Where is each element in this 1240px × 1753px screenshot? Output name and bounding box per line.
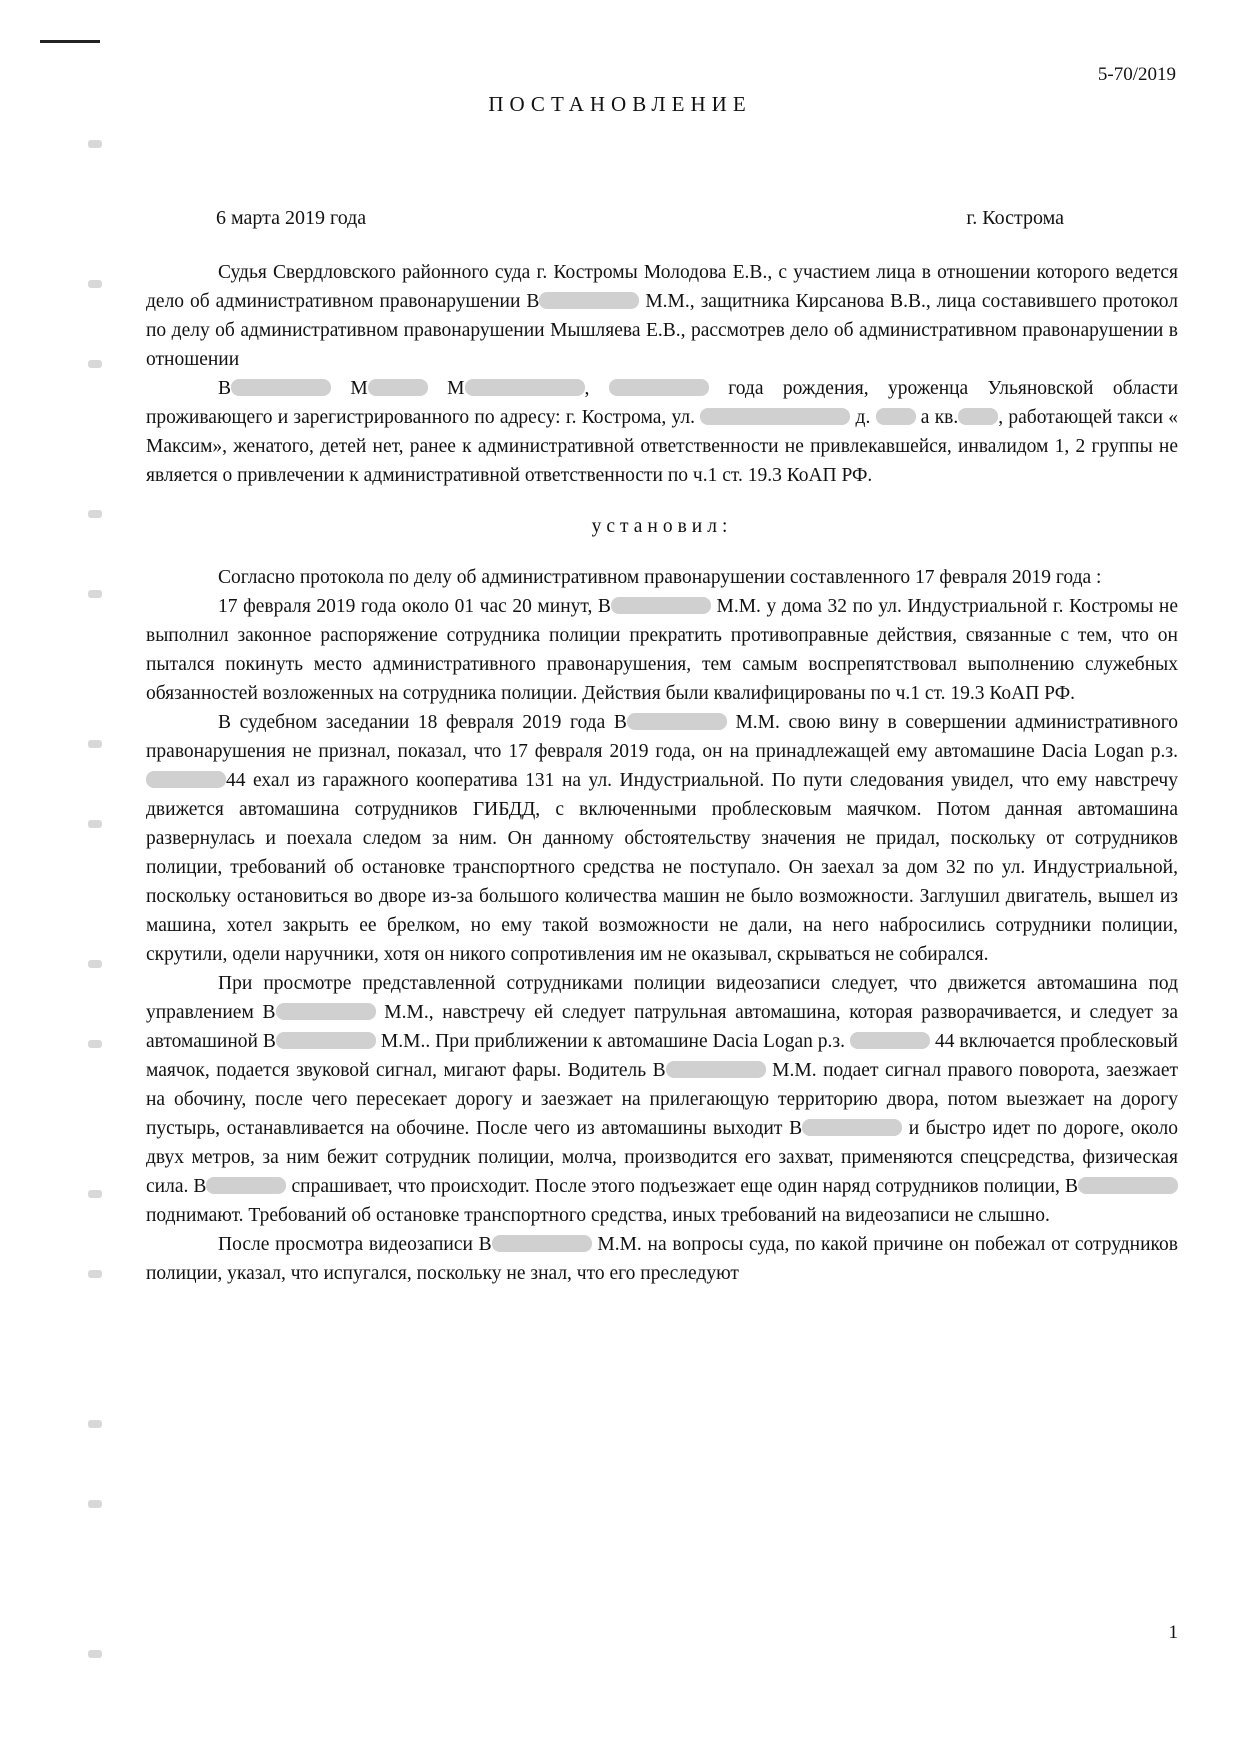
redaction [146, 771, 226, 788]
scan-margin-mark [88, 510, 102, 518]
redaction [539, 292, 639, 309]
scan-corner-mark [40, 40, 100, 57]
redaction [611, 597, 711, 614]
scan-margin-mark [88, 140, 102, 148]
redaction [465, 379, 585, 396]
scan-margin-mark [88, 1190, 102, 1198]
redaction [958, 408, 998, 425]
scan-margin-mark [88, 1500, 102, 1508]
scan-margin-mark [88, 1420, 102, 1428]
paragraph-video: При просмотре представленной сотрудниками полиции видеозаписи следует, что движется автомашина под управлением В М.М., навстречу ей следует патрульная автомашина, которая разворачивается, и следует за автомашиной В М.М.. При приближении к автомашине Dacia Logan р.з. 44 включается проблесковый маячок, подается звуковой сигнал, мигают фары. Водитель В М.М. подает сигнал правого поворота, заезжает на обочину, после чего пересекает дорогу и заезжает на прилегающую территорию двора, потом выезжает на дорогу пустырь, останавливается на обочине. После чего из автомашины выходит В и быстро идет по дороге, около двух метров, за ним бежит сотрудник полиции, молча, производится его захват, применяются спецсредства, физическая сила. В спрашивает, что происходит. После этого подъезжает еще один наряд сотрудников полиции, В поднимают. Требований об остановке транспортного средства, иных требований на видеозаписи не слышно. [146, 973, 1178, 1226]
paragraph-protocol: Согласно протокола по делу об административном правонарушении составленного 17 февраля 2019 года : [218, 567, 1102, 588]
scan-margin-mark [88, 740, 102, 748]
scan-margin-mark [88, 820, 102, 828]
page-number: 1 [1168, 1622, 1178, 1643]
scan-margin-mark [88, 1650, 102, 1658]
redaction [609, 379, 709, 396]
paragraph-person: В М М , года рождения, уроженца Ульяновской области проживающего и зарегистрированного по адресу: г. Кострома, ул. д. а кв. , работающей такси « Максим», женатого, детей нет, ранее к административной ответственности не привлекавшейся, инвалидом 1, 2 группы не является о привлечении к административной ответственности по ч.1 ст. 19.3 КоАП РФ. [146, 378, 1179, 486]
scan-margin-mark [88, 1040, 102, 1048]
section-heading: установил: [591, 516, 733, 537]
document-title: ПОСТАНОВЛЕНИЕ [488, 92, 752, 116]
redaction [231, 379, 331, 396]
paragraph-hearing: В судебном заседании 18 февраля 2019 года В М.М. свою вину в совершении административного правонарушения не признал, показал, что 17 февраля 2019 года, он на принадлежащей ему автомашине Dacia Logan р.з. 44 ехал из гаражного кооператива 131 на ул. Индустриальной. По пути следования увидел, что ему навстречу движется автомашина сотрудников ГИБДД, с включенными проблесковым маячком. Потом данная автомашина развернулась и поехала следом за ним. Он данному обстоятельству значения не придал, поскольку от сотрудников полиции, требований об остановке транспортного средства не поступало. Он заехал за дом 32 по ул. Индустриальной, поскольку остановиться во дворе из-за большого количества машин не было возможности. Заглушил двигатель, вышел из машина, хотел закрыть ее брелком, но ему такой возможности не дали, на него набросились сотрудники полиции, скрутили, одели наручники, хотя он никого сопротивления им не оказывал, скрываться не собирался. [146, 712, 1178, 965]
scan-margin-mark [88, 280, 102, 288]
redaction [850, 1032, 930, 1049]
redaction [666, 1061, 766, 1078]
scan-margin-mark [88, 590, 102, 598]
redaction [368, 379, 428, 396]
paragraph-intro: Судья Свердловского районного суда г. Костромы Молодова Е.В., с участием лица в отношении которого ведется дело об административном правонарушении В М.М., защитника Кирсанова В.В., лица составившего протокол по делу об административном правонарушении Мышляева Е.В., рассмотрев дело об административном правонарушении в отношении [146, 262, 1178, 370]
scan-margin-mark [88, 1270, 102, 1278]
scan-margin-mark [88, 960, 102, 968]
redaction [492, 1235, 592, 1252]
document-body [146, 258, 1178, 1288]
redaction [1078, 1177, 1178, 1194]
redaction [206, 1177, 286, 1194]
redaction [700, 408, 850, 425]
document-city: г. Кострома [966, 207, 1064, 229]
case-number: 5-70/2019 [1097, 64, 1176, 85]
redaction [627, 713, 727, 730]
paragraph-after-video: После просмотра видеозаписи В М.М. на вопросы суда, по какой причине он побежал от сотрудников полиции, указал, что испугался, поскольку не знал, что его преследуют [146, 1234, 1178, 1284]
scan-margin-mark [88, 360, 102, 368]
paragraph-offense: 17 февраля 2019 года около 01 час 20 минут, В М.М. у дома 32 по ул. Индустриальной г. Костромы не выполнил законное распоряжение сотрудника полиции прекратить противоправные действия, связанные с тем, что он пытался покинуть место административного правонарушения, тем самым воспрепятствовал выполнению служебных обязанностей возложенных на сотрудника полиции. Действия были квалифицированы по ч.1 ст. 19.3 КоАП РФ. [146, 596, 1179, 704]
redaction [276, 1032, 376, 1049]
redaction [276, 1003, 376, 1020]
redaction [876, 408, 916, 425]
document-date: 6 марта 2019 года [216, 207, 367, 229]
redaction [802, 1119, 902, 1136]
